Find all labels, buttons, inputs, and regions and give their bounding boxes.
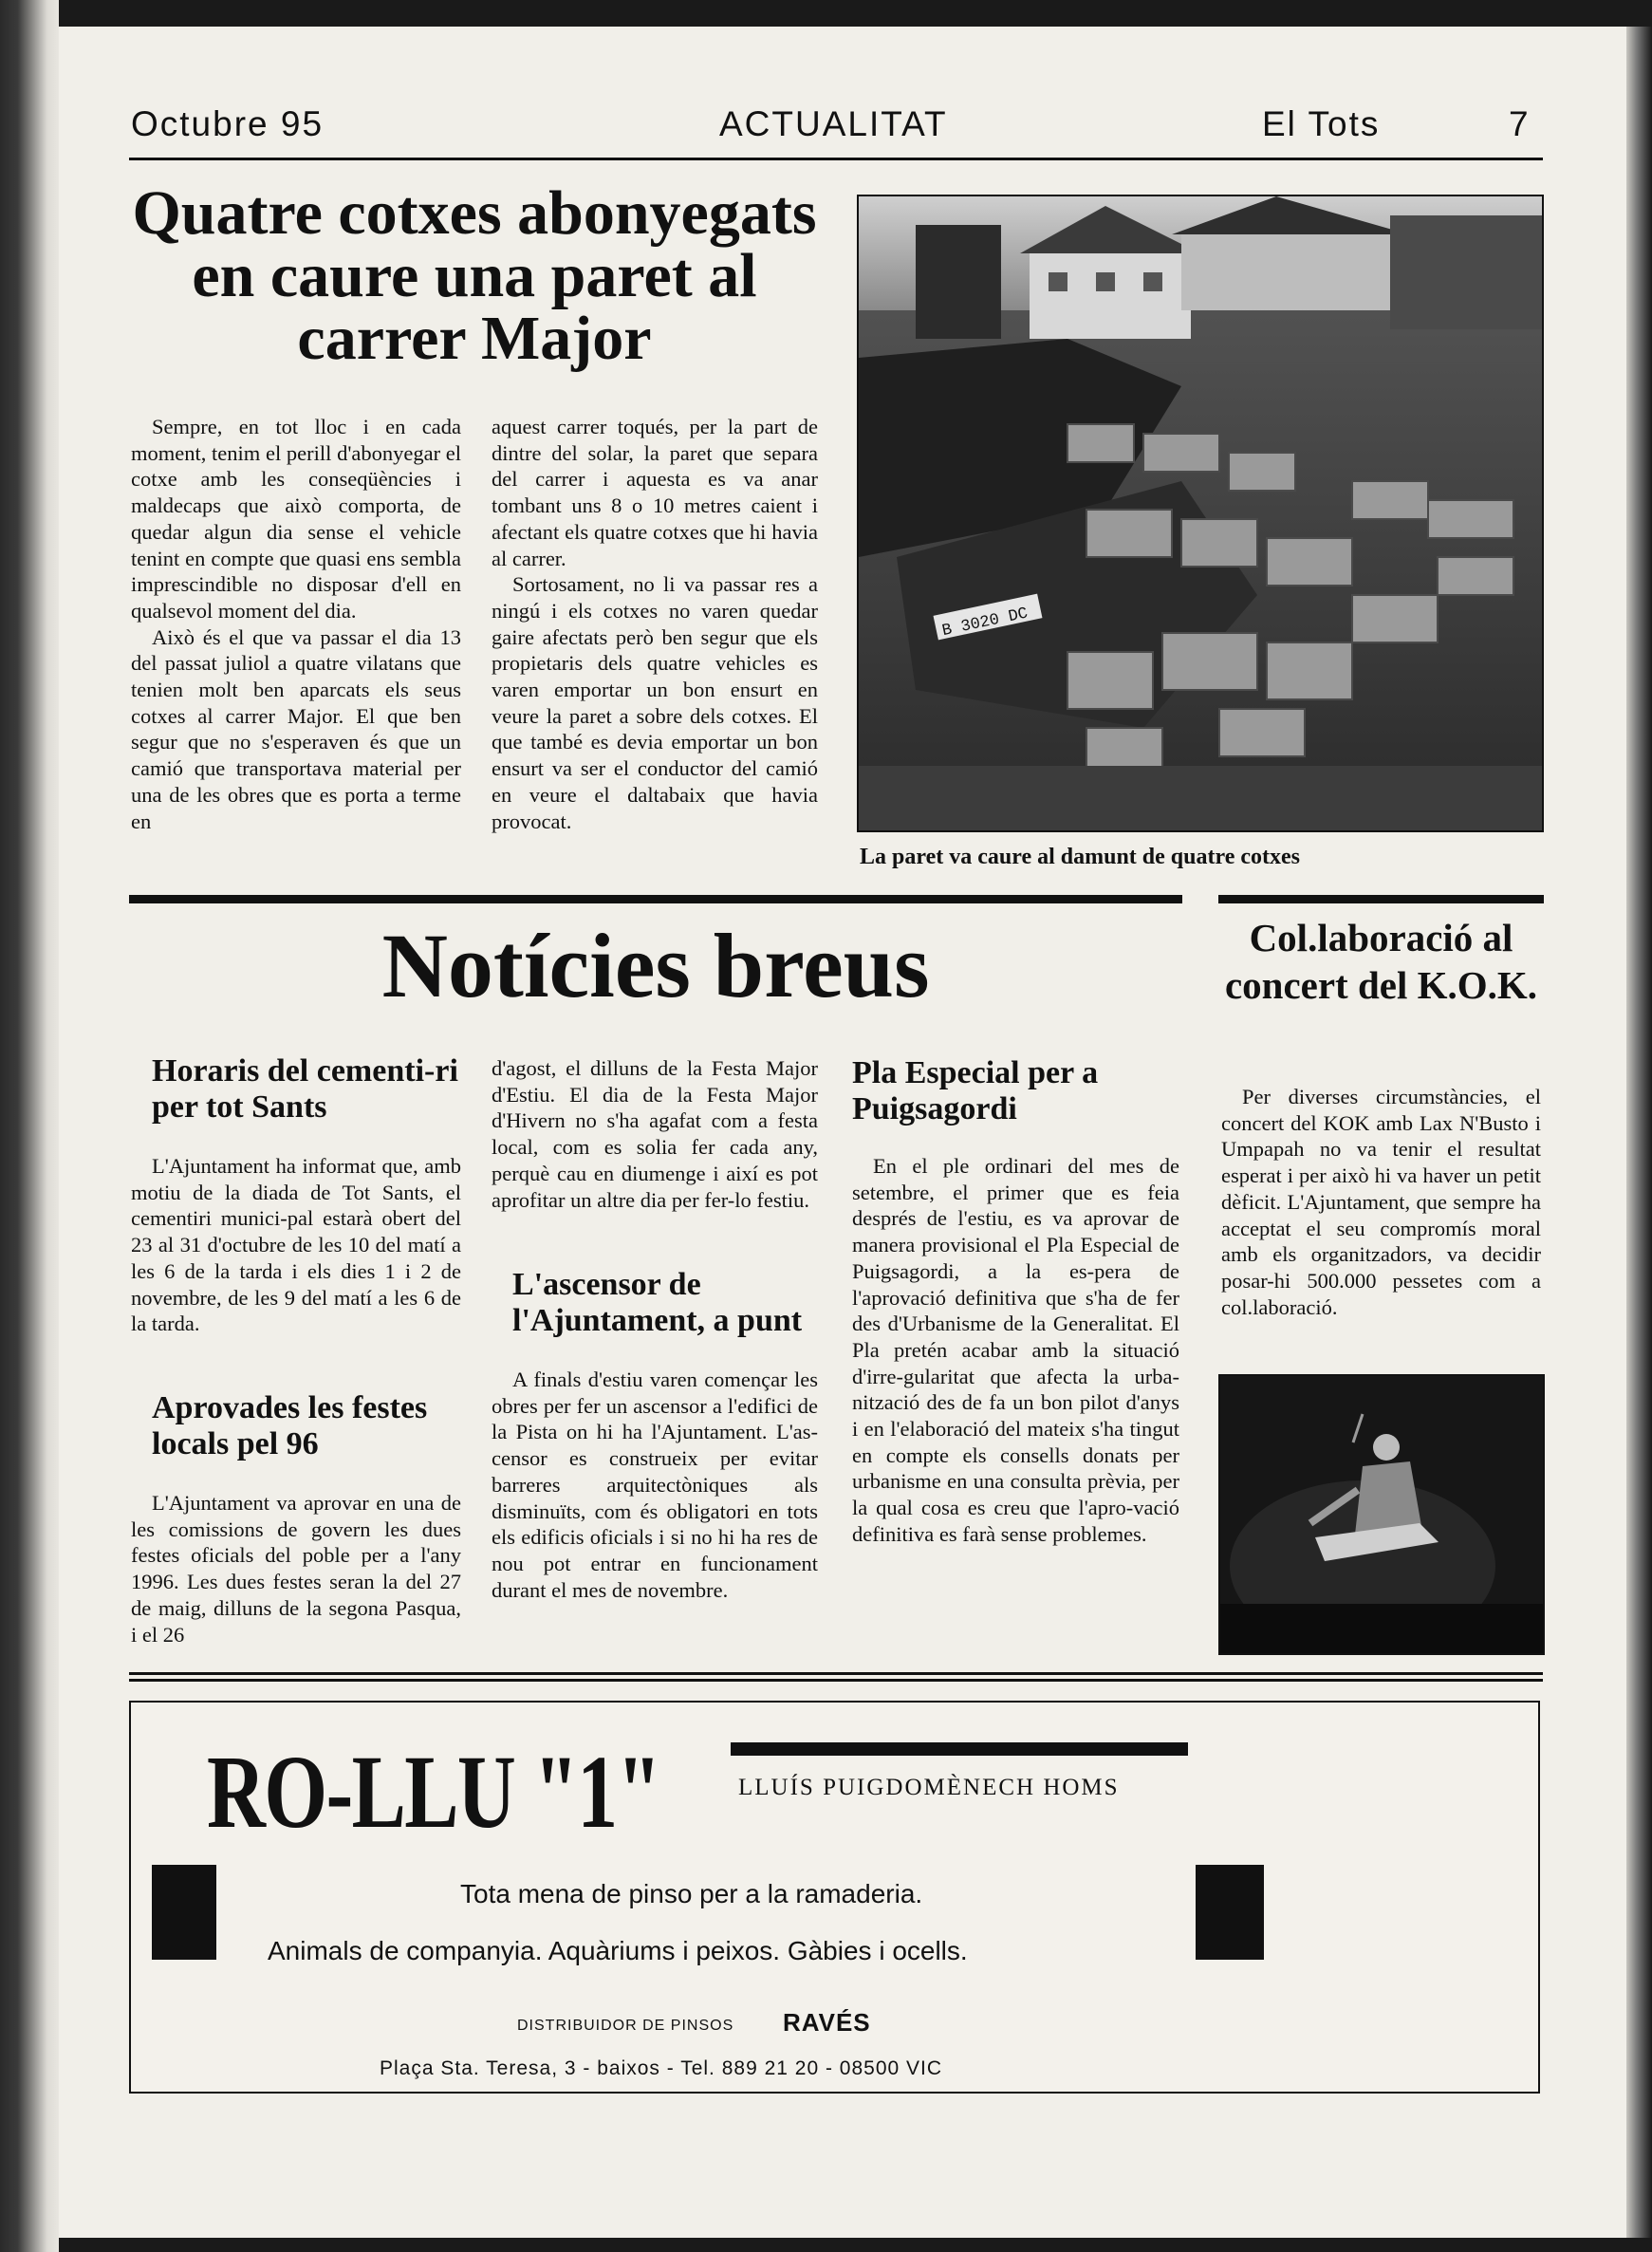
ad-block-left <box>152 1865 216 1960</box>
brief-paragraph: d'agost, el dilluns de la Festa Major d'Estiu. El dia de la Festa Major d'Hivern no s'ha agafat com a festa local, com es solia fer cada any, perquè cau en diumenge i així es pot aprofitar un altre dia per fer-lo festiu. <box>492 1056 818 1212</box>
sidebar-paragraph: Per diverses circumstàncies, el concert del KOK amb Lax N'Busto i Umpapah no va tenir el resultat esperat i per això hi va haver un petit dèficit. L'Ajuntament, que sempre ha acceptat el seu compromís moral amb els organitzadors, va decidir posar-hi 500.000 pessetes com a col.laboració. <box>1221 1085 1541 1319</box>
ad-block-right <box>1196 1865 1264 1960</box>
brief-body-continuation <box>492 1055 818 1213</box>
lead-article-title: Quatre cotxes abonyegats en caure una paret al carrer Major <box>132 178 817 373</box>
header-rule <box>129 158 1543 160</box>
sidebar-top-rule <box>1218 895 1544 903</box>
lead-paragraph: aquest carrer toqués, per la part de dintre del solar, la paret que separa del carrer i aquesta es va anar tombant uns 8 o 10 metres caient i afectant els quatre cotxes que hi havia al carrer. <box>492 415 818 570</box>
ad-owner-bar <box>731 1742 1188 1756</box>
lead-paragraph: Sortosament, no li va passar res a ningú i els cotxes no varen quedar gaire afectats però ben segur que els propietaris dels quatre vehicles es varen emportar un bon ensurt en veure la paret a sobre dels cotxes. El que també es devia emportar un bon ensurt va ser el conductor del camió en veure el daltabaix que havia provocat. <box>492 572 818 833</box>
ad-distributor-label: DISTRIBUIDOR DE PINSOS <box>517 2018 734 2034</box>
ad-line-1: Tota mena de pinso per a la ramaderia. <box>460 1879 923 1908</box>
ad-brand: RO-LLU "1" <box>207 1734 660 1850</box>
ad-rule-top <box>129 1672 1543 1675</box>
ad-distributor-name: RAVÉS <box>783 2008 871 2037</box>
header-section: ACTUALITAT <box>719 104 948 143</box>
concert-photo-image <box>1220 1376 1543 1653</box>
photo-caption: La paret va caure al damunt de quatre cotxes <box>860 845 1300 869</box>
license-plate: B 3020 DC <box>940 605 1030 642</box>
header-publication: El Tots <box>1262 104 1381 143</box>
lead-article-column-1 <box>131 414 461 834</box>
wall-collapse-photo <box>857 195 1544 832</box>
header-page-number: 7 <box>1509 104 1531 143</box>
page-edge <box>1626 27 1652 2238</box>
brief-body <box>492 1367 818 1603</box>
header-month: Octubre 95 <box>131 104 325 143</box>
lead-article-column-2 <box>492 414 818 834</box>
brief-body <box>131 1153 461 1337</box>
brief-body <box>852 1153 1179 1548</box>
concert-photo <box>1218 1374 1545 1655</box>
brief-heading: L'ascensor de l'Ajuntament, a punt <box>512 1267 803 1338</box>
sidebar-body <box>1221 1084 1541 1320</box>
wall-collapse-photo-image <box>859 196 1542 830</box>
brief-body <box>131 1490 461 1647</box>
brief-heading: Horaris del cementi-ri per tot Sants <box>152 1053 458 1125</box>
briefs-top-rule <box>129 895 1182 903</box>
sidebar-heading: Col.laboració al concert del K.O.K. <box>1224 916 1538 1007</box>
brief-heading: Pla Especial per a Puigsagordi <box>852 1055 1099 1126</box>
briefs-section-title: Notícies breus <box>381 915 930 1016</box>
brief-paragraph: En el ple ordinari del mes de setembre, el primer que es feia després de l'estiu, es va aprovar de manera provisional el Pla Especial de Puigsagordi, a la es-pera de l'aprovació definitiva que s'ha de fer des d'Urbanisme de la Generalitat. El Pla pretén acabar amb la situació d'irre-gularitat que afecta la urba-nització des de fa un bon pilot d'anys i en l'elaboració del mateix s'ha tingut en compte els consells donats per urbanisme en una consulta prèvia, per la qual cosa es creu que l'apro-vació definitiva es farà sense problemes. <box>852 1154 1179 1546</box>
brief-heading: Aprovades les festes locals pel 96 <box>152 1390 428 1461</box>
ad-address: Plaça Sta. Teresa, 3 - baixos - Tel. 889 21 20 - 08500 VIC <box>380 2057 943 2079</box>
binding-spine <box>0 0 59 2252</box>
ad-owner: LLUÍS PUIGDOMÈNECH HOMS <box>738 1775 1120 1800</box>
ad-rule-bottom <box>129 1679 1543 1682</box>
brief-paragraph: A finals d'estiu varen començar les obres per fer un ascensor a l'edifici de la Pista on hi ha l'Ajuntament. L'as-censor es construeix per evitar barreres arquitectòniques als disminuïts, com és obligatori en tots els edificis oficials i si no hi ha res de nou pot entrar en funcionament durant el mes de novembre. <box>492 1368 818 1602</box>
ad-line-2: Animals de companyia. Aquàriums i peixos. Gàbies i ocells. <box>268 1936 968 1965</box>
brief-paragraph: L'Ajuntament va aprovar en una de les comissions de govern les dues festes oficials del poble per a l'any 1996. Les dues festes seran la del 27 de maig, dilluns de la segona Pasqua, i el 26 <box>131 1491 461 1647</box>
brief-paragraph: L'Ajuntament ha informat que, amb motiu de la diada de Tot Sants, el cementiri munici-pal estarà obert del 23 al 31 d'octubre de les 10 del matí a les 6 de la tarda i els dies 1 i 2 de novembre, de les 9 del matí a les 6 de la tarda. <box>131 1154 461 1336</box>
lead-paragraph: Això és el que va passar el dia 13 del passat juliol a quatre vilatans que tenien molt ben aparcats els seus cotxes al carrer Major. El que ben segur que no s'esperaven és que un camió que transportava material per una de les obres que es porta a terme en <box>131 624 461 833</box>
lead-paragraph: Sempre, en tot lloc i en cada moment, tenim el perill d'abonyegar el cotxe amb les conseqüències i maldecaps que això comporta, de quedar algun dia sense el vehicle tenint en compte que quasi ens sembla imprescindible no disposar d'ell en qualsevol moment del dia. <box>131 415 461 623</box>
